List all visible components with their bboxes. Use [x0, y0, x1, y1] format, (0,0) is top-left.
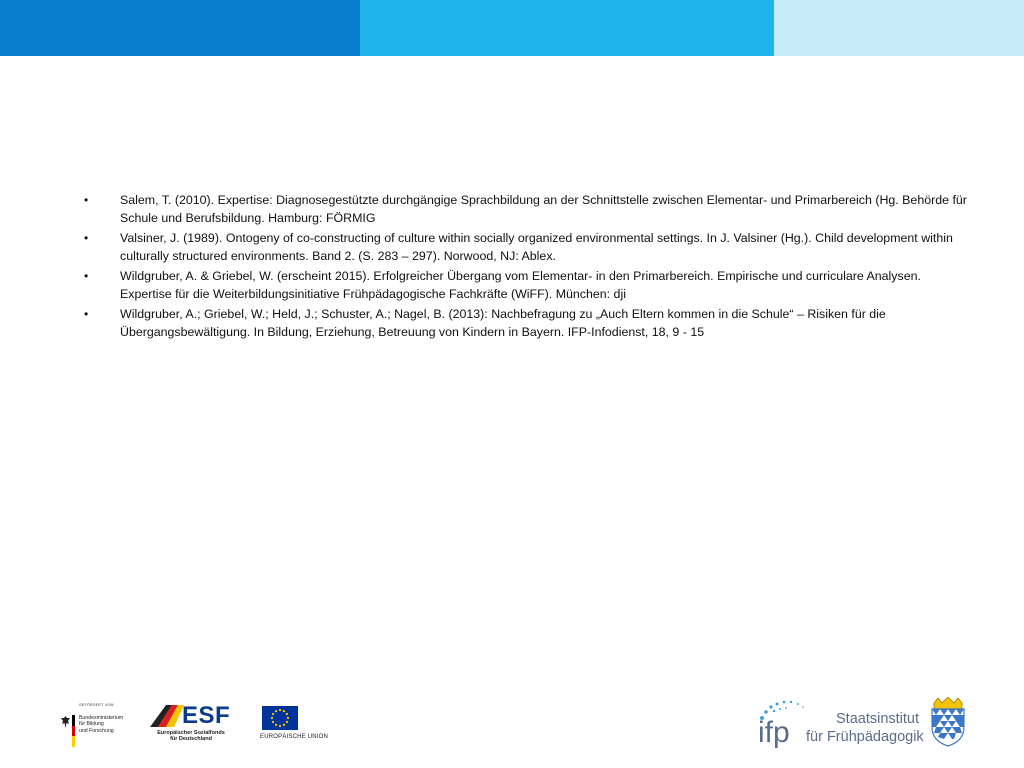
bmbf-logo — [60, 703, 140, 748]
esf-subtitle: Europäischer Sozialfonds für Deutschland — [157, 730, 225, 743]
reference-text: Wildgruber, A. & Griebel, W. (erscheint 2015). Erfolgreicher Übergang vom Elementar- in den Primarbereich. Empirische und curriculare Analysen. Expertise für die Weiterbildungsinitiative Frühpädagogische Fachkräfte (WiFF). München: dji — [120, 269, 921, 301]
top-bar-dark-blue — [0, 0, 360, 56]
eagle-icon — [60, 715, 71, 732]
bmbf-name: Bundesministerium für Bildung und Forschung — [79, 715, 124, 734]
esf-logo — [148, 703, 238, 745]
ifp-name-line1: Staatsinstitut — [836, 711, 920, 727]
ifp-name-line2: für Frühpädagogik — [806, 729, 924, 745]
bmbf-tag: GEFÖRDERT VOM — [79, 703, 114, 707]
top-bar-light-blue — [360, 0, 774, 56]
bullet: • — [84, 231, 89, 245]
esf-swoosh-icon — [150, 703, 184, 729]
bullet: • — [84, 269, 89, 283]
bullet: • — [84, 193, 89, 207]
german-flag-icon — [72, 715, 75, 747]
top-color-bar — [0, 0, 1024, 56]
reference-item — [82, 192, 972, 227]
reference-item — [82, 306, 972, 341]
reference-text: Salem, T. (2010). Expertise: Diagnosegestützte durchgängige Sprachbildung an der Schnittstelle zwischen Elementar- und Primarbereich (Hg. Behörde für Schule und Berufsbildung. Hamburg: FÖRMIG — [120, 193, 967, 225]
reference-list — [82, 192, 972, 344]
ifp-wordmark: ifp — [758, 716, 790, 749]
reference-text: Valsiner, J. (1989). Ontogeny of co-constructing of culture within socially organized environmental settings. In J. Valsiner (Hg.). Child development within culturally structured environments. Band 2. (S. 283 – 297). Norwood, NJ: Ablex. — [120, 231, 953, 263]
reference-text: Wildgruber, A.; Griebel, W.; Held, J.; Schuster, A.; Nagel, B. (2013): Nachbefragung zu „Auch Eltern kommen in die Schule“ – Risiken für die Übergangsbewältigung. In Bildung, Erziehung, Betreuung von Kindern in Bayern. IFP-Infodienst, 18, 9 - 15 — [120, 307, 886, 339]
reference-item — [82, 268, 972, 303]
bullet: • — [84, 307, 89, 321]
bavarian-crest-icon — [928, 697, 968, 747]
eu-logo — [260, 706, 340, 744]
eu-flag-icon — [262, 706, 298, 730]
reference-item — [82, 230, 972, 265]
esf-wordmark: ESF — [182, 702, 231, 729]
ifp-logo — [752, 698, 952, 758]
top-bar-pale-blue — [774, 0, 1024, 56]
eu-label: EUROPÄISCHE UNION — [260, 734, 329, 740]
